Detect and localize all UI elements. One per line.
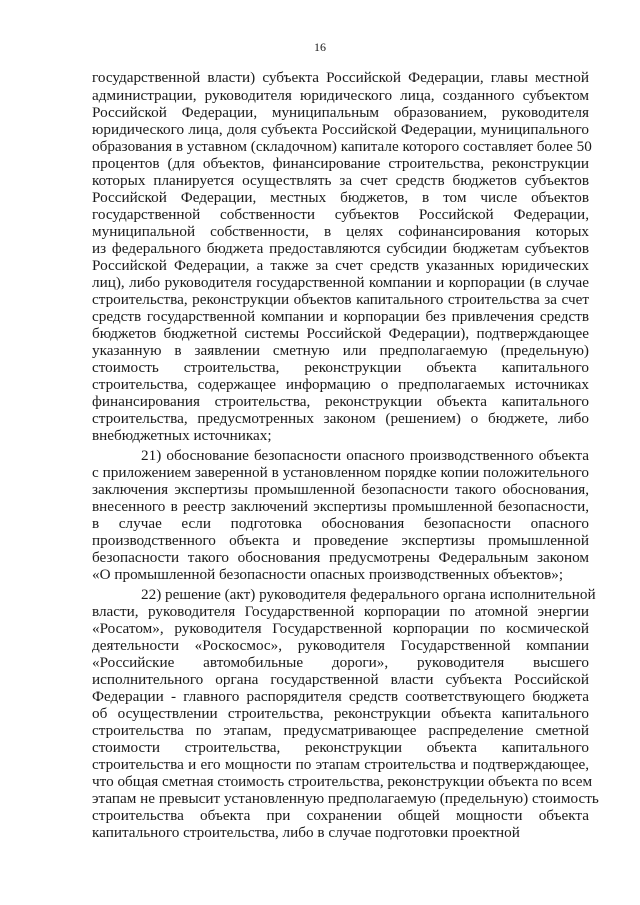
text-line: внебюджетных источниках; — [92, 427, 272, 444]
text-line: указанную в заявлении сметную или предполагаемую (предельную) — [92, 342, 589, 359]
text-line: бюджетов бюджетной системы Российской Федерации), подтверждающее — [92, 325, 589, 342]
text-line: «Российские автомобильные дороги», руководителя высшего — [92, 654, 589, 671]
text-line: лиц), либо руководителя государственной компании и корпорации (в случае — [92, 274, 589, 291]
text-line: исполнительного органа государственной власти субъекта Российской — [92, 671, 589, 688]
text-line: безопасности такого обоснования предусмотрены Федеральным законом — [92, 549, 589, 566]
page-number: 16 — [314, 40, 326, 54]
text-line: государственной собственности субъектов Российской Федерации, — [92, 206, 589, 223]
text-line: стоимости строительства, реконструкции объекта капитального — [92, 739, 589, 756]
text-line: которых планируется осуществлять за счет средств бюджетов субъектов — [92, 172, 589, 189]
text-line: «О промышленной безопасности опасных производственных объектов»; — [92, 566, 564, 583]
text-line: муниципальной собственности, в целях софинансирования которых — [92, 223, 589, 240]
text-line: об осуществлении строительства, реконструкции объекта капитального — [92, 705, 589, 722]
text-line: администрации, руководителя юридического лица, созданного субъектом — [92, 87, 589, 104]
text-line: процентов (для объектов, финансирование строительства, реконструкции — [92, 155, 589, 172]
text-line: что общая сметная стоимость строительства, реконструкции объекта по всем — [92, 773, 593, 790]
text-line: Федерации - главного распорядителя средств соответствующего бюджета — [92, 688, 589, 705]
text-line: строительства и его мощности по этапам строительства и подтверждающее, — [92, 756, 589, 773]
text-line: строительства, предусмотренных законом (решением) о бюджете, либо — [92, 410, 589, 427]
text-line: производственного объекта и проведение экспертизы промышленной — [92, 532, 589, 549]
text-line: стоимость строительства, реконструкции объекта капитального — [92, 359, 589, 376]
text-line: финансирования строительства, реконструкции объекта капитального — [92, 393, 589, 410]
text-line: средств государственной компании и корпорации без привлечения средств — [92, 308, 589, 325]
text-line: этапам не превысит установленную предполагаемую (предельную) стоимость — [92, 790, 599, 807]
text-line: строительства, содержащее информацию о предполагаемых источниках — [92, 376, 589, 393]
text-line: власти, руководителя Государственной корпорации по атомной энергии — [92, 603, 589, 620]
text-line: в случае если подготовка обоснования безопасности опасного — [92, 515, 589, 532]
text-line: строительства объекта при сохранении общей мощности объекта — [92, 807, 589, 824]
text-line: заключения экспертизы промышленной безопасности такого обоснования, — [92, 481, 589, 498]
text-line: Российской Федерации, местных бюджетов, в том числе объектов — [92, 189, 589, 206]
text-line: образования в уставном (складочном) капитале которого составляет более 50 — [92, 138, 592, 155]
text-line: 22) решение (акт) руководителя федерального органа исполнительной — [141, 586, 596, 603]
text-line: деятельности «Роскосмос», руководителя Государственной компании — [92, 637, 589, 654]
text-line: капитального строительства, либо в случае подготовки проектной — [92, 824, 520, 841]
text-line: Российской Федерации, муниципальным образованием, руководителя — [92, 104, 589, 121]
text-line: внесенного в реестр заключений экспертизы промышленной безопасности, — [92, 498, 589, 515]
text-line: с приложением заверенной в установленном порядке копии положительного — [92, 464, 589, 481]
text-line: строительства, реконструкции объектов капитального строительства за счет — [92, 291, 589, 308]
text-line: «Росатом», руководителя Государственной корпорации по космической — [92, 620, 589, 637]
text-line: Российской Федерации, а также за счет средств указанных юридических — [92, 257, 589, 274]
text-line: юридического лица, доля субъекта Российской Федерации, муниципального — [92, 121, 589, 138]
text-line: государственной власти) субъекта Российской Федерации, главы местной — [92, 69, 589, 86]
text-line: строительства по этапам, предусматривающее распределение сметной — [92, 722, 589, 739]
text-line: из федерального бюджета предоставляются субсидии бюджетам субъектов — [92, 240, 589, 257]
text-line: 21) обоснование безопасности опасного производственного объекта — [141, 447, 589, 464]
